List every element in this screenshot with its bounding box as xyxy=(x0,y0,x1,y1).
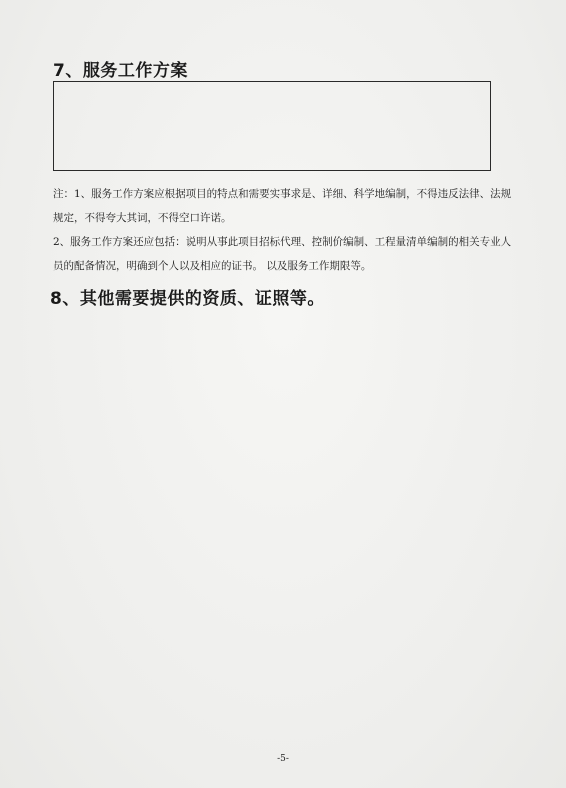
note-1: 注：1、服务工作方案应根据项目的特点和需要实事求是、详细、科学地编制，不得违反法律、法规规定，不得夸大其词，不得空口许诺。 xyxy=(53,188,512,224)
section-8-heading: 8、其他需要提供的资质、证照等。 xyxy=(50,289,325,309)
page-number: -5- xyxy=(277,754,289,764)
section-7-heading: 7、服务工作方案 xyxy=(53,61,188,81)
note-2: 2、服务工作方案还应包括：说明从事此项目招标代理、控制价编制、工程量清单编制的相关专业人员的配备情况，明确到个人以及相应的证书。 以及服务工作期限等。 xyxy=(53,236,512,272)
service-plan-answer-box xyxy=(53,81,491,171)
